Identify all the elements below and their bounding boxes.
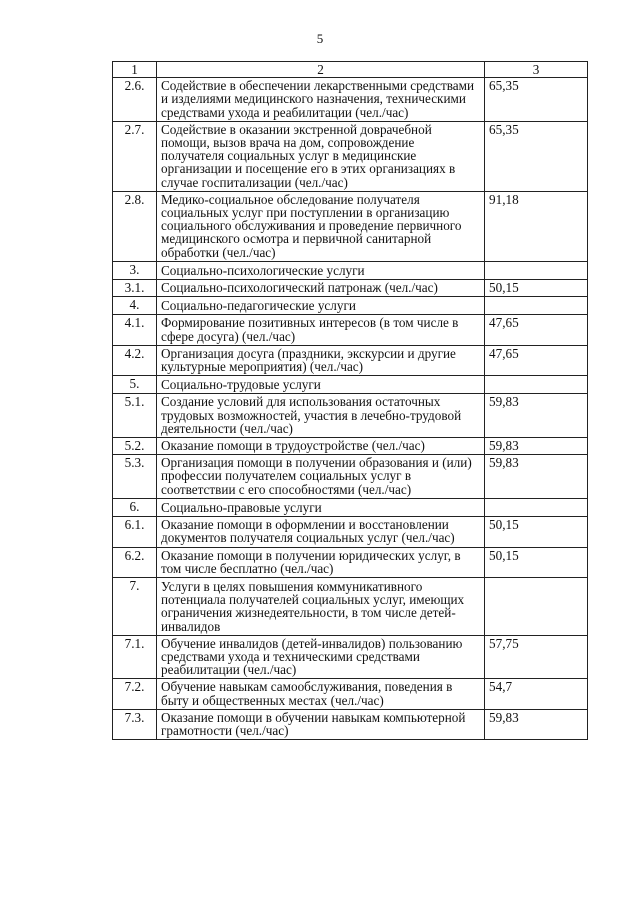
service-name: Содействие в обеспечении лекарственными средствами и изделиями медицинского назначения, техническими средствами ухода и реабилитации (чел./час) <box>157 78 485 122</box>
table-row <box>113 280 588 297</box>
section-row <box>113 297 588 315</box>
service-value: 65,35 <box>485 78 588 122</box>
service-name: Оказание помощи в обучении навыкам компьютерной грамотности (чел./час) <box>157 709 485 739</box>
section-title: Социально-трудовые услуги <box>157 376 485 394</box>
service-name: Содействие в оказании экстренной доврачебной помощи, вызов врача на дом, сопровождение получателя социальных услуг в медицинские организации и посещение его в этих организациях в случае госпитализации (чел./час) <box>157 121 485 191</box>
table-row <box>113 121 588 191</box>
service-name: Организация досуга (праздники, экскурсии и другие культурные мероприятия) (чел./час) <box>157 345 485 375</box>
section-row <box>113 261 588 279</box>
row-number: 5.3. <box>113 455 157 499</box>
row-number: 3. <box>113 261 157 279</box>
row-number: 2.6. <box>113 78 157 122</box>
table-row <box>113 709 588 739</box>
service-name: Медико-социальное обследование получателя социальных услуг при поступлении в организацию социального обслуживания и проведение первичного медицинского осмотра и первичной санитарной обработки (чел./час) <box>157 191 485 261</box>
service-value: 50,15 <box>485 517 588 547</box>
service-value: 59,83 <box>485 394 588 438</box>
table-row <box>113 547 588 577</box>
service-value: 59,83 <box>485 709 588 739</box>
row-number: 6.1. <box>113 517 157 547</box>
row-number: 2.7. <box>113 121 157 191</box>
row-number: 7.3. <box>113 709 157 739</box>
section-title: Социально-психологические услуги <box>157 261 485 279</box>
table-row <box>113 455 588 499</box>
row-number: 4.2. <box>113 345 157 375</box>
row-number: 7.1. <box>113 635 157 679</box>
row-number: 4. <box>113 297 157 315</box>
section-title: Социально-педагогические услуги <box>157 297 485 315</box>
service-name: Оказание помощи в оформлении и восстановлении документов получателя социальных услуг (чел./час) <box>157 517 485 547</box>
service-value: 50,15 <box>485 547 588 577</box>
service-name: Социально-психологический патронаж (чел./час) <box>157 280 485 297</box>
table-row <box>113 635 588 679</box>
section-row <box>113 577 588 635</box>
table-body <box>113 62 588 740</box>
service-name: Оказание помощи в трудоустройстве (чел./час) <box>157 438 485 455</box>
service-value <box>485 577 588 635</box>
service-value: 50,15 <box>485 280 588 297</box>
row-number: 7. <box>113 577 157 635</box>
service-value: 65,35 <box>485 121 588 191</box>
section-row <box>113 498 588 516</box>
tariff-table <box>112 61 588 740</box>
section-title: Социально-правовые услуги <box>157 498 485 516</box>
row-number: 6. <box>113 498 157 516</box>
service-name: Обучение инвалидов (детей-инвалидов) пользованию средствами ухода и техническими средствами реабилитации (чел./час) <box>157 635 485 679</box>
service-value: 57,75 <box>485 635 588 679</box>
table-row <box>113 438 588 455</box>
service-name: Формирование позитивных интересов (в том числе в сфере досуга) (чел./час) <box>157 315 485 345</box>
service-value: 47,65 <box>485 345 588 375</box>
row-number: 5.1. <box>113 394 157 438</box>
row-number: 5. <box>113 376 157 394</box>
row-number: 6.2. <box>113 547 157 577</box>
service-value <box>485 297 588 315</box>
service-name: Оказание помощи в получении юридических услуг, в том числе бесплатно (чел./час) <box>157 547 485 577</box>
column-header-number: 1 <box>113 62 157 78</box>
column-header-value: 3 <box>485 62 588 78</box>
section-title: Услуги в целях повышения коммуникативного потенциала получателей социальных услуг, имеющих ограничения жизнедеятельности, в том числе детей-инвалидов <box>157 577 485 635</box>
table-header-row <box>113 62 588 78</box>
service-name: Обучение навыкам самообслуживания, поведения в быту и общественных местах (чел./час) <box>157 679 485 709</box>
page-number: 5 <box>316 31 324 46</box>
section-row <box>113 376 588 394</box>
table-row <box>113 345 588 375</box>
table-row <box>113 679 588 709</box>
service-value: 54,7 <box>485 679 588 709</box>
table-row <box>113 315 588 345</box>
service-value: 91,18 <box>485 191 588 261</box>
service-value: 59,83 <box>485 455 588 499</box>
column-header-name: 2 <box>157 62 485 78</box>
row-number: 7.2. <box>113 679 157 709</box>
service-value <box>485 261 588 279</box>
row-number: 5.2. <box>113 438 157 455</box>
service-value <box>485 376 588 394</box>
table-row <box>113 191 588 261</box>
service-value: 47,65 <box>485 315 588 345</box>
table-row <box>113 394 588 438</box>
table-row <box>113 78 588 122</box>
table-row <box>113 517 588 547</box>
row-number: 3.1. <box>113 280 157 297</box>
service-value <box>485 498 588 516</box>
row-number: 2.8. <box>113 191 157 261</box>
row-number: 4.1. <box>113 315 157 345</box>
service-name: Организация помощи в получении образования и (или) профессии получателем социальных услуг в соответствии с его способностями (чел./час) <box>157 455 485 499</box>
service-name: Создание условий для использования остаточных трудовых возможностей, участия в лечебно-трудовой деятельности (чел./час) <box>157 394 485 438</box>
service-value: 59,83 <box>485 438 588 455</box>
